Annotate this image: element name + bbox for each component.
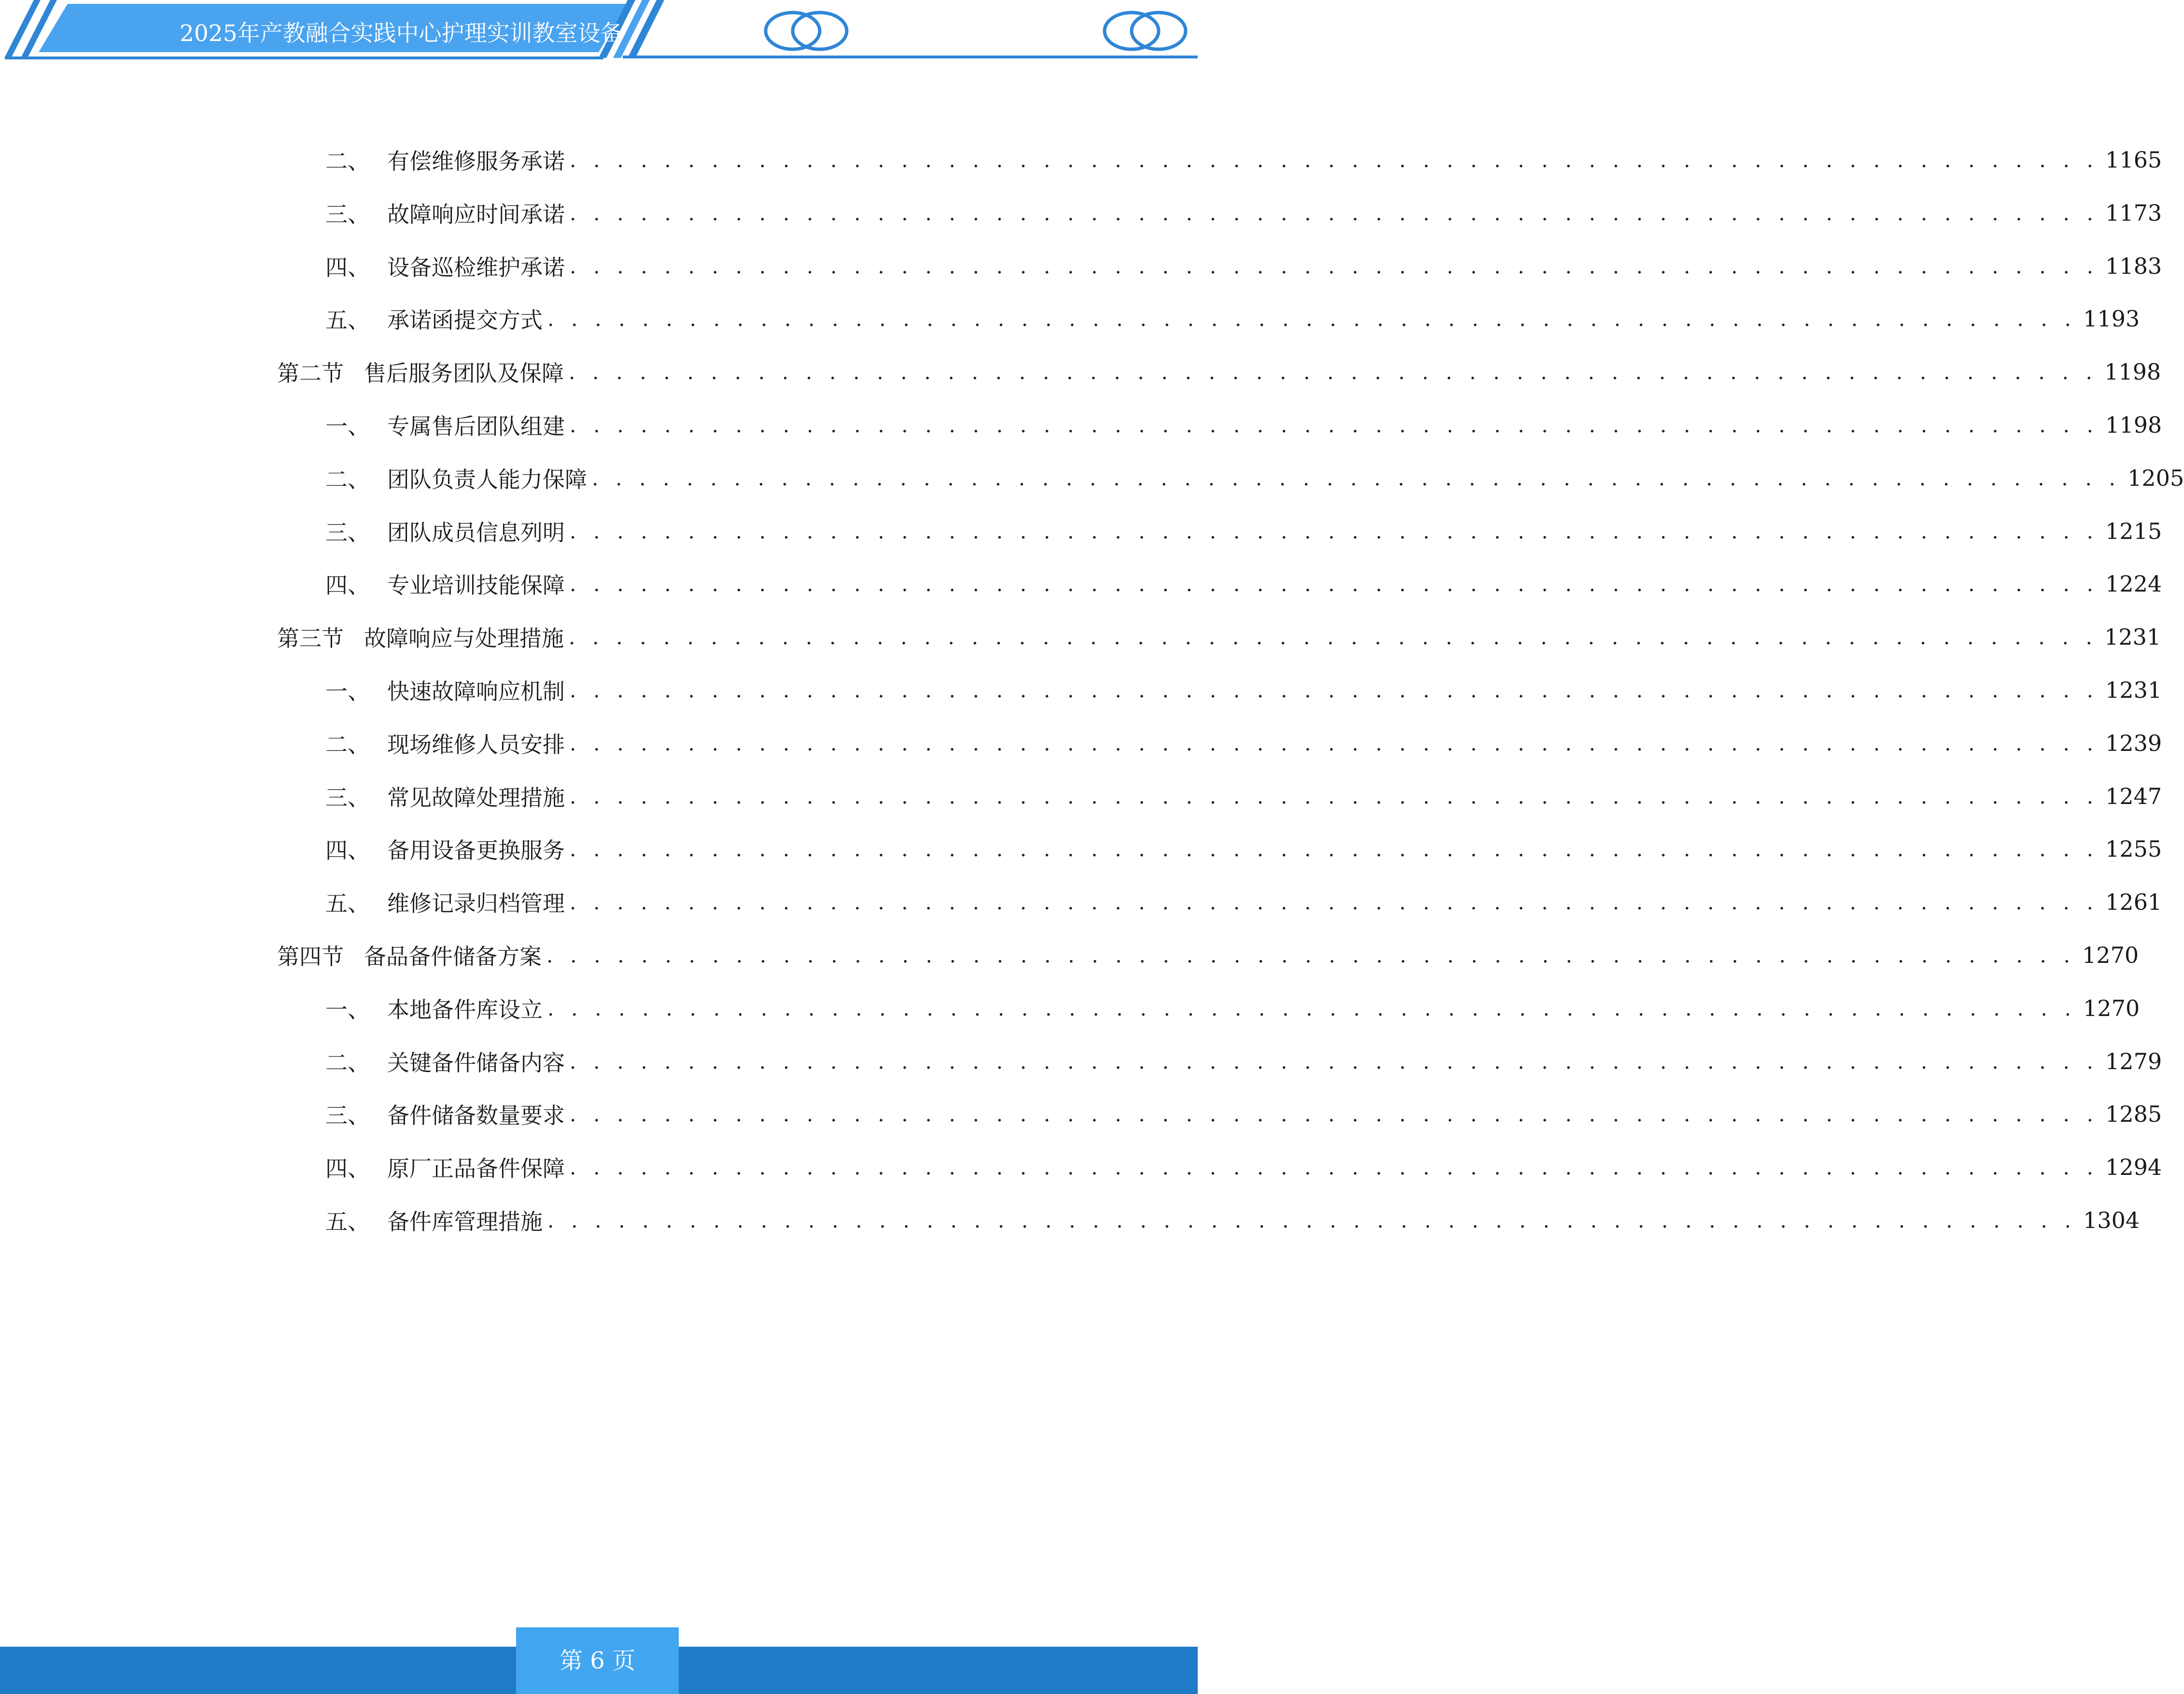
toc-dot-leader: . . . . . . . . . . . . . . . . . . . . . . . . . . . . . . . . . . . . . . . . . . . . . . . . . . . . . . . . . . . . . . . . . (547, 307, 2077, 331)
toc-entry-number: 一、 (325, 678, 370, 705)
toc-entry-page-number: 1198 (2105, 412, 2162, 438)
toc-entry[interactable] (325, 726, 2162, 760)
toc-entry-title: 团队负责人能力保障 (387, 466, 587, 493)
toc-entry-page-number: 1193 (2083, 306, 2140, 332)
toc-entry-page-number: 1270 (2083, 995, 2140, 1021)
toc-entry-title: 售后服务团队及保障 (364, 360, 564, 386)
toc-entry[interactable] (325, 673, 2162, 707)
toc-entry-page-number: 1231 (2105, 677, 2162, 703)
toc-dot-leader: . . . . . . . . . . . . . . . . . . . . . . . . . . . . . . . . . . . . . . . . . . . . . . . . . . . . . . . . . . . . . . . . . (570, 1102, 2099, 1126)
toc-entry-number: 二、 (325, 148, 370, 174)
toc-dot-leader: . . . . . . . . . . . . . . . . . . . . . . . . . . . . . . . . . . . . . . . . . . . . . . . . . . . . . . . . . . . . . . . . . (570, 1155, 2099, 1179)
toc-entry-page-number: 1224 (2105, 571, 2162, 597)
toc-entry-title: 维修记录归档管理 (387, 890, 565, 917)
toc-entry-title: 承诺函提交方式 (387, 307, 543, 333)
toc-entry-title: 常见故障处理措施 (387, 785, 565, 811)
toc-entry-title: 故障响应时间承诺 (387, 201, 565, 227)
toc-entry[interactable] (325, 461, 2184, 495)
toc-dot-leader: . . . . . . . . . . . . . . . . . . . . . . . . . . . . . . . . . . . . . . . . . . . . . . . . . . . . . . . . . . . . . . . . . (570, 784, 2099, 808)
toc-entry-page-number: 1183 (2105, 253, 2162, 279)
toc-entry-page-number: 1239 (2105, 730, 2162, 756)
toc-entry-page-number: 1231 (2104, 624, 2161, 650)
toc-entry[interactable] (325, 514, 2162, 548)
toc-dot-leader: . . . . . . . . . . . . . . . . . . . . . . . . . . . . . . . . . . . . . . . . . . . . . . . . . . . . . . . . . . . . . . . . . (570, 201, 2099, 225)
toc-dot-leader: . . . . . . . . . . . . . . . . . . . . . . . . . . . . . . . . . . . . . . . . . . . . . . . . . . . . . . . . . . . . . . . . . (570, 519, 2099, 543)
toc-entry-title: 备件库管理措施 (387, 1209, 543, 1235)
toc-entry-title: 团队成员信息列明 (387, 520, 565, 546)
toc-entry-title: 快速故障响应机制 (387, 678, 565, 705)
toc-entry-title: 备用设备更换服务 (387, 837, 565, 863)
toc-entry-title: 专业培训技能保障 (387, 572, 565, 598)
toc-entry[interactable] (325, 1045, 2162, 1078)
toc-entry-number: 三、 (325, 201, 370, 227)
toc-entry-page-number: 1294 (2105, 1154, 2162, 1180)
toc-entry-number: 二、 (325, 1050, 370, 1076)
toc-dot-leader: . . . . . . . . . . . . . . . . . . . . . . . . . . . . . . . . . . . . . . . . . . . . . . . . . . . . . . . . . . . . . . . . . (547, 1208, 2077, 1232)
toc-entry[interactable] (325, 1150, 2162, 1184)
toc-entry[interactable] (325, 885, 2162, 919)
double-ring-logo-icon (1097, 7, 1193, 55)
toc-entry-number: 四、 (325, 1156, 370, 1182)
toc-entry-page-number: 1270 (2082, 942, 2139, 968)
toc-entry-number: 第三节 (277, 625, 344, 651)
toc-entry-page-number: 1215 (2105, 518, 2162, 544)
toc-entry-number: 四、 (325, 572, 370, 598)
toc-entry-title: 有偿维修服务承诺 (387, 148, 565, 174)
toc-entry-page-number: 1255 (2105, 836, 2162, 862)
page-number: 第 6 页 (516, 1627, 679, 1694)
toc-entry[interactable] (325, 991, 2140, 1025)
toc-dot-leader: . . . . . . . . . . . . . . . . . . . . . . . . . . . . . . . . . . . . . . . . . . . . . . . . . . . . . . . . . . . . . . . . . (570, 837, 2099, 861)
toc-entry-number: 五、 (325, 307, 370, 333)
toc-entry[interactable] (325, 567, 2162, 601)
toc-entry-page-number: 1173 (2105, 200, 2162, 226)
toc-entry-number: 三、 (325, 785, 370, 811)
toc-entry-page-number: 1165 (2105, 147, 2162, 173)
toc-entry-page-number: 1304 (2083, 1207, 2140, 1233)
toc-entry-number: 一、 (325, 997, 370, 1023)
toc-entry-number: 第四节 (277, 944, 344, 970)
toc-entry[interactable] (277, 355, 2161, 389)
toc-dot-leader: . . . . . . . . . . . . . . . . . . . . . . . . . . . . . . . . . . . . . . . . . . . . . . . . . . . . . . . . . . . . . . . . . (570, 1049, 2099, 1073)
toc-entry[interactable] (325, 1097, 2162, 1131)
toc-entry-number: 三、 (325, 520, 370, 546)
toc-dot-leader: . . . . . . . . . . . . . . . . . . . . . . . . . . . . . . . . . . . . . . . . . . . . . . . . . . . . . . . . . . . . . . . . . (570, 731, 2099, 755)
toc-dot-leader: . . . . . . . . . . . . . . . . . . . . . . . . . . . . . . . . . . . . . . . . . . . . . . . . . . . . . . . . . . . . . . . . . (546, 943, 2076, 967)
toc-entry-number: 五、 (325, 1209, 370, 1235)
toc-entry-page-number: 1285 (2105, 1101, 2162, 1127)
toc-entry[interactable] (277, 938, 2139, 972)
toc-entry-number: 三、 (325, 1102, 370, 1129)
toc-dot-leader: . . . . . . . . . . . . . . . . . . . . . . . . . . . . . . . . . . . . . . . . . . . . . . . . . . . . . . . . . . . . . . . . . (570, 254, 2099, 278)
toc-dot-leader: . . . . . . . . . . . . . . . . . . . . . . . . . . . . . . . . . . . . . . . . . . . . . . . . . . . . . . . . . . . . . . . . . (569, 625, 2098, 649)
toc-dot-leader: . . . . . . . . . . . . . . . . . . . . . . . . . . . . . . . . . . . . . . . . . . . . . . . . . . . . . . . . . . . . . . . . . (570, 678, 2099, 702)
toc-entry-title: 现场维修人员安排 (387, 732, 565, 758)
toc-entry[interactable] (325, 143, 2162, 177)
toc-dot-leader: . . . . . . . . . . . . . . . . . . . . . . . . . . . . . . . . . . . . . . . . . . . . . . . . . . . . . . . . . . . . . . . . . (570, 148, 2099, 172)
toc-dot-leader: . . . . . . . . . . . . . . . . . . . . . . . . . . . . . . . . . . . . . . . . . . . . . . . . . . . . . . . . . . . . . . . . . (592, 466, 2121, 490)
toc-entry[interactable] (325, 779, 2162, 813)
toc-entry-title: 故障响应与处理措施 (364, 625, 564, 651)
toc-entry-page-number: 1261 (2105, 889, 2162, 915)
toc-entry[interactable] (277, 620, 2161, 654)
toc-entry-title: 原厂正品备件保障 (387, 1156, 565, 1182)
toc-entry-number: 第二节 (277, 360, 344, 386)
toc-entry-page-number: 1198 (2104, 359, 2161, 385)
toc-entry-title: 设备巡检维护承诺 (387, 254, 565, 281)
toc-entry[interactable] (325, 249, 2162, 283)
toc-dot-leader: . . . . . . . . . . . . . . . . . . . . . . . . . . . . . . . . . . . . . . . . . . . . . . . . . . . . . . . . . . . . . . . . . (570, 413, 2099, 437)
toc-entry-page-number: 1205 (2128, 465, 2184, 491)
header-title: 2025年产教融合实践中心护理实训教室设备 (180, 20, 623, 47)
page-header (0, 0, 1198, 63)
toc-entry-number: 二、 (325, 466, 370, 493)
toc-entry-number: 二、 (325, 732, 370, 758)
toc-entry[interactable] (325, 1203, 2140, 1237)
toc-entry[interactable] (325, 302, 2140, 336)
double-ring-icon (758, 7, 854, 55)
toc-entry[interactable] (325, 832, 2162, 866)
toc-entry-page-number: 1279 (2105, 1048, 2162, 1074)
toc-entry-page-number: 1247 (2105, 783, 2162, 809)
toc-entry-number: 四、 (325, 837, 370, 863)
toc-entry-title: 备品备件储备方案 (364, 944, 542, 970)
toc-entry[interactable] (325, 196, 2162, 230)
toc-entry-title: 专属售后团队组建 (387, 413, 565, 439)
toc-entry-number: 四、 (325, 254, 370, 281)
toc-dot-leader: . . . . . . . . . . . . . . . . . . . . . . . . . . . . . . . . . . . . . . . . . . . . . . . . . . . . . . . . . . . . . . . . . (570, 572, 2099, 596)
toc-dot-leader: . . . . . . . . . . . . . . . . . . . . . . . . . . . . . . . . . . . . . . . . . . . . . . . . . . . . . . . . . . . . . . . . . (570, 890, 2099, 914)
toc-entry-title: 本地备件库设立 (387, 997, 543, 1023)
toc-entry[interactable] (325, 408, 2162, 442)
toc-dot-leader: . . . . . . . . . . . . . . . . . . . . . . . . . . . . . . . . . . . . . . . . . . . . . . . . . . . . . . . . . . . . . . . . . (569, 360, 2098, 384)
toc-dot-leader: . . . . . . . . . . . . . . . . . . . . . . . . . . . . . . . . . . . . . . . . . . . . . . . . . . . . . . . . . . . . . . . . . (547, 996, 2077, 1020)
toc-entry-title: 关键备件储备内容 (387, 1050, 565, 1076)
toc-entry-title: 备件储备数量要求 (387, 1102, 565, 1129)
toc-entry-number: 一、 (325, 413, 370, 439)
toc-entry-number: 五、 (325, 890, 370, 917)
